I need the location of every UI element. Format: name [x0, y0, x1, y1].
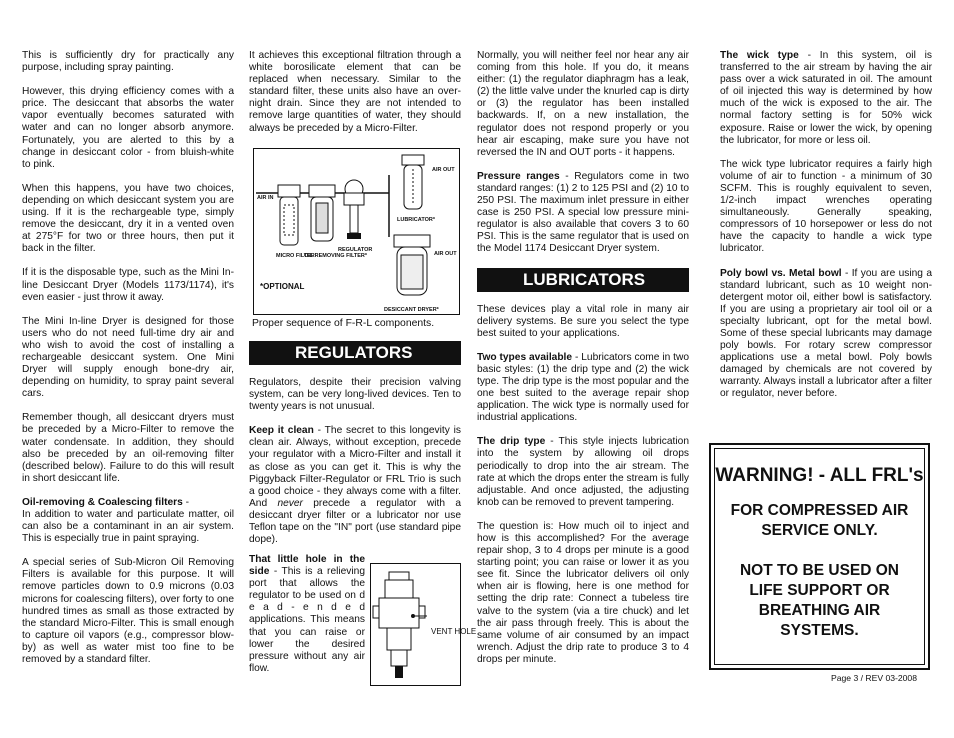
- paragraph: The Mini In-line Dryer is designed for those users who do not need full-time dry air and who wish to avoid the cost of installing a rechargeable desiccant system. One Mini Dryer will supply enough bone-dry air, depending on humidity, to spray paint several cars.: [22, 315, 234, 400]
- frl-sequence-diagram: [253, 148, 460, 315]
- inline-heading: Poly bowl vs. Metal bowl: [720, 267, 842, 279]
- warning-line: NOT TO BE USED ON: [739, 562, 900, 579]
- paragraph-keep-it-clean: [249, 425, 461, 546]
- paragraph: When this happens, you have two choices, depending on which desiccant system you are using. If it is the rechargeable type, simply remove the desiccant, dry it in a vented oven at 275°F for two or three hours, then put it back in the filter.: [22, 182, 234, 255]
- inline-text: - This style injects lubrication into the system by allowing oil drops periodically to drop into the air stream. The rate at which the drops enter the stream is fully adjustable. And once adjusted, the adjusting knob can be removed to prevent tampering.: [477, 436, 689, 508]
- warning-line: BREATHING AIR: [758, 602, 881, 619]
- figure-caption: Proper sequence of F-R-L components.: [252, 318, 435, 329]
- column-3: [477, 50, 689, 678]
- subheading-oil-removing: [22, 497, 234, 509]
- warning-box: [709, 443, 930, 670]
- warning-line: SYSTEMS.: [780, 622, 859, 639]
- inline-heading: Pressure ranges: [477, 170, 560, 182]
- warning-inner-border: [714, 448, 925, 665]
- paragraph-wick-type: [720, 50, 932, 147]
- paragraph: These devices play a vital role in many air delivery systems. Be sure you select the type best suited to your applications.: [477, 303, 689, 339]
- warning-line: LIFE SUPPORT OR: [749, 582, 890, 599]
- paragraph-little-hole: [249, 554, 365, 675]
- inline-text: - Lubricators come in two basic styles: (1) the drip type and (2) the wick type. The drip type is the most popular and the one best suited to the average repair shop application. The wick type is normally used for industrial applications.: [477, 351, 689, 424]
- vent-hole-label: [431, 627, 476, 636]
- inline-heading: Two types available: [477, 351, 573, 363]
- paragraph-poly-vs-metal: [720, 268, 932, 401]
- paragraph: The wick type lubricator requires a fairly high volume of air to function - a minimum of 30 SCFM. This is roughly equivalent to seven, 1/2-inch impact wrenches operating simultaneously. Generally speaking, compressors of 10 horsepower or less do not have the capacity to handle a wick type lubricator.: [720, 158, 932, 255]
- inline-text: precede a regulator with a desiccant dryer filter or a lubricator nor use Teflon tape on the "IN" port (use standard pipe dope).: [249, 497, 461, 546]
- inline-text: - In this system, oil is transferred to the air stream by having the air pass over a wick saturated in oil. The amount of oil injected this way is determined by how much of the wick is exposed to the air. The normal factory setting is for 50% wick exposure. Raise or lower the wick, by opening the lubricator, for more or less oil.: [720, 50, 932, 146]
- subheading-text: Oil-removing & Coalescing filters: [22, 496, 183, 508]
- lubricators-heading: LUBRICATORS: [477, 268, 689, 292]
- warning-line: FOR COMPRESSED AIR: [730, 502, 909, 519]
- inline-text: - If you are using a standard lubricant, such as 10 weight non-detergent motor oil, either bowl is satisfactory. If you are using a proprietary air tool oil or a specialty lubricant, opt for the metal bowl. Some of these special lubricants may damage poly bowls. For rotary screw compressor applications use a metal bowl. Poly bowls damaged by chemicals are not covered by warranty. Always install a lubricator after a filter or regulator, never before.: [720, 267, 932, 400]
- paragraph-drip-type: [477, 436, 689, 509]
- inline-text: - This is a relieving port that allows the regulator to be used on d e a d - e n d e d applications. This means that you can raise or lower the desired pressure without any air flow.: [249, 566, 365, 674]
- air-in-label: AIR IN: [257, 195, 274, 201]
- subheading-dash: -: [182, 496, 190, 508]
- paragraph: Regulators, despite their precision valving system, can be very long-lived devices. Ten to twenty years is not unusual.: [249, 377, 461, 413]
- vent-hole-diagram: [370, 563, 477, 686]
- warning-title: WARNING! - ALL FRL's: [715, 465, 924, 486]
- inline-text: - The secret to this longevity is clean air. Always, without exception, precede your regulator with a Micro-Filter and install it as close as you can get it. This is why the Piggyback Filter-Regulator or FRL Trio is such a good choice - they always come with a filter. And: [249, 425, 461, 509]
- inline-heading: The wick type: [720, 50, 799, 61]
- air-out-right-label: AIR OUT: [434, 251, 457, 257]
- oil-removing-filter-label: OIL REMOVING FILTER*: [304, 253, 368, 259]
- paragraph: Normally, you will neither feel nor hear any air coming from this hole. If you do, it means either: (1) the regulator diaphragm has a leak, (2) the little valve under the knurled cap is dirty or (3) the regulator has been installed backwards. If, on a new installation, the regulator does not respond properly or you hear air escaping, make sure you have not reversed the IN and OUT ports - it happens.: [477, 50, 689, 158]
- paragraph: The question is: How much oil to inject and how is this accomplished? For the average repair shop, 3 to 4 drops per minute is a good starting point; you can raise or lower it as you see fit. Since the lubricator delivers oil only when air is flowing, here is one method for setting the drip rate: Connect a tubeless tire valve to the system (via a tire chuck) and let the air pass through freely. This is about the same volume of air consumed by an impact wrench. Adjust the drip rate to produce 3 to 4 drops per minute.: [477, 520, 689, 665]
- paragraph: However, this drying efficiency comes with a price. The desiccant that absorbs the water vapor eventually becomes saturated with water and can no longer absorb anymore. Fortunately, you are alerted to this by a change in desiccant color - from bluish-white to pink.: [22, 86, 234, 170]
- emphasis-text: never: [277, 497, 303, 509]
- page-footer: Page 3 / REV 03-2008: [831, 673, 917, 683]
- paragraph: In addition to water and particulate matter, oil can also be a contaminant in an air system. This is especially true in paint spraying.: [22, 509, 234, 545]
- frl-components-illustration: [254, 149, 459, 314]
- paragraph: If it is the disposable type, such as the Mini In-line Desiccant Dryer (Models 1173/1174), it's even easier - just throw it away.: [22, 267, 234, 303]
- inline-heading: Keep it clean: [249, 425, 314, 437]
- desiccant-dryer-label: DESICCANT DRYER*: [384, 307, 439, 313]
- inline-heading: That little hole in the side: [249, 554, 365, 578]
- column-2: [249, 50, 461, 147]
- paragraph: This is sufficiently dry for practically any purpose, including spray painting.: [22, 50, 234, 74]
- paragraph: It achieves this exceptional filtration through a white borosilicate element that can be replaced when necessary. Similar to the standard filter, these units also have an over-night drain. Since they are not intended to remove large quantities of water, they should always be preceded by a Micro-Filter.: [249, 50, 461, 134]
- paragraph-two-types: [477, 352, 689, 425]
- vent-hole-label-text: VENT HOLE: [431, 627, 477, 636]
- inline-heading: The drip type: [477, 436, 546, 448]
- optional-note: *OPTIONAL: [260, 282, 305, 291]
- regulator-label: REGULATOR: [338, 247, 373, 253]
- micro-filter-label: MICRO FILTER: [276, 253, 315, 259]
- warning-line: SERVICE ONLY.: [761, 522, 878, 539]
- paragraph-pressure-ranges: [477, 171, 689, 256]
- lubricator-label: LUBRICATOR*: [397, 217, 435, 223]
- vent-hole-section: [249, 554, 477, 675]
- regulator-vent-illustration: [371, 564, 477, 685]
- column-1: [22, 50, 234, 678]
- column-4: [720, 50, 932, 413]
- air-out-top-label: AIR OUT: [432, 167, 455, 173]
- paragraph: A special series of Sub-Micron Oil Removing Filters is available for this purpose. It will remove particles down to 0.9 microns (0.03 microns for coalescing filters), over forty to one hundred times as small as those extracted by the standard Micro-Filter. This is small enough to capture oil vapors (e.g., compressor blow-by) as well as water mist too fine to be removed by a standard filter.: [22, 557, 234, 666]
- regulators-section: [249, 341, 461, 558]
- regulators-heading: REGULATORS: [249, 341, 461, 365]
- paragraph: Remember though, all desiccant dryers must be preceded by a Micro-Filter to remove the water condensate. In addition, they should also be preceded by an oil-removing filter (described below). Failure to do this will result in short desiccant life.: [22, 412, 234, 484]
- inline-text: - Regulators come in two standard ranges: (1) 2 to 125 PSI and (2) 10 to 250 PSI. The maximum inlet pressure in either case is 250 PSI. A special low pressure mini-regulator is also available that covers 3 to 60 PSI. This is the same regulator that is used on the Model 1174 Desiccant Dryer system.: [477, 170, 689, 255]
